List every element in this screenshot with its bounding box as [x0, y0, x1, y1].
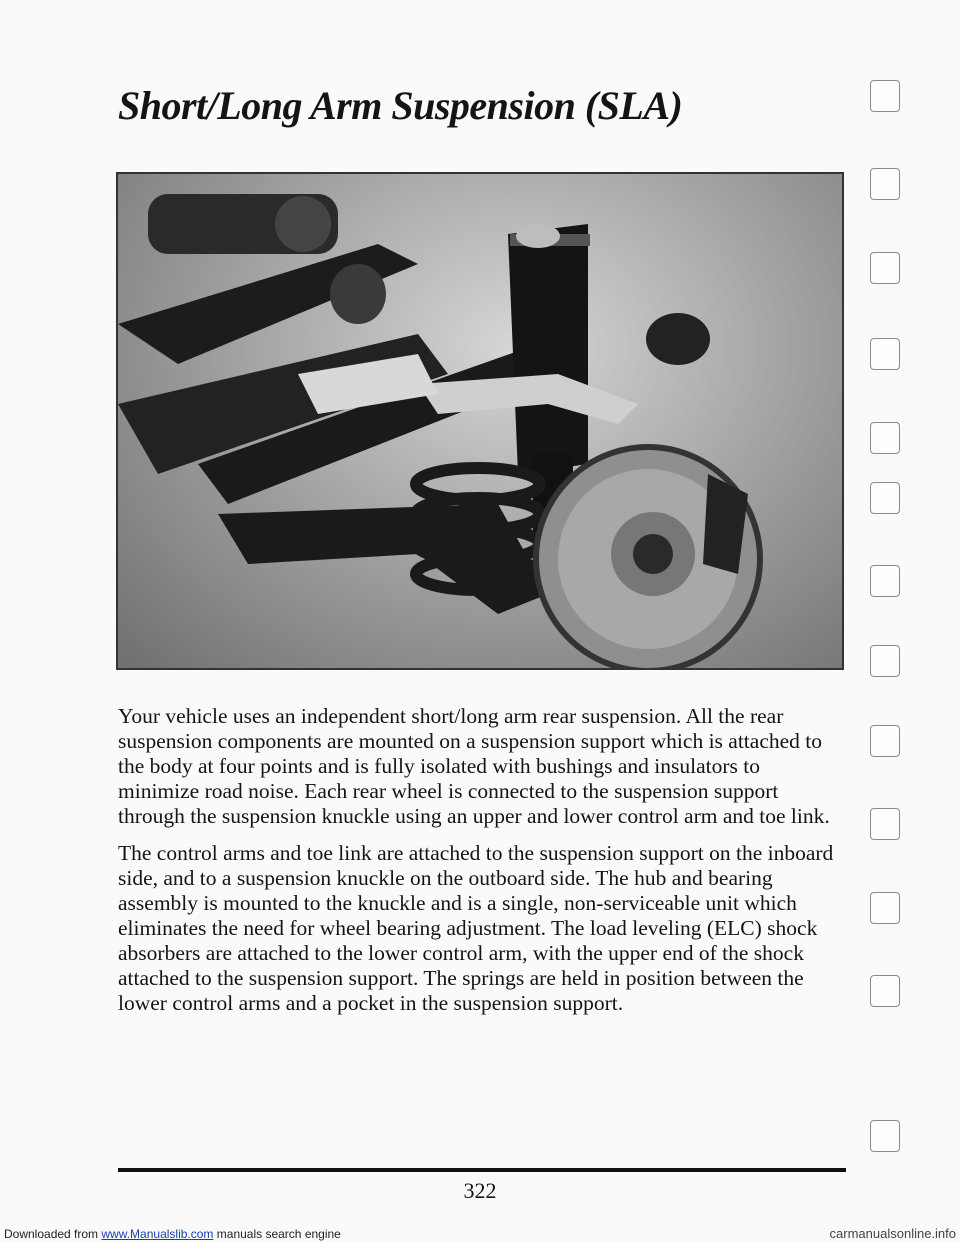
watermark: carmanualsonline.info [829, 1226, 956, 1241]
manualslib-link[interactable]: www.Manualslib.com [101, 1227, 214, 1241]
section-tab[interactable] [870, 338, 900, 370]
section-tab[interactable] [870, 808, 900, 840]
section-tab[interactable] [870, 565, 900, 597]
section-tab[interactable] [870, 892, 900, 924]
suspension-photo [116, 172, 844, 670]
suspension-assembly-photo-icon [118, 174, 842, 668]
page-heading: Short/Long Arm Suspension (SLA) [118, 83, 683, 128]
section-tab[interactable] [870, 422, 900, 454]
download-suffix: manuals search engine [213, 1227, 341, 1241]
footer-rule [118, 1168, 846, 1172]
download-notice [4, 1227, 341, 1241]
download-prefix: Downloaded from [4, 1227, 102, 1241]
page-number: 322 [463, 1178, 497, 1203]
section-tab[interactable] [870, 1120, 900, 1152]
section-tab[interactable] [870, 252, 900, 284]
section-tab[interactable] [870, 645, 900, 677]
section-tab[interactable] [870, 482, 900, 514]
section-tab[interactable] [870, 168, 900, 200]
download-footer [0, 1226, 960, 1242]
paragraph: The control arms and toe link are attached to the suspension support on the inboard side, and to a suspension knuckle on the outboard side. The hub and bearing assembly is mounted to the knuckle and is a single, non-serviceable unit which eliminates the need for wheel bearing adjustment. The load leveling (ELC) shock absorbers are attached to the lower control arm, with the upper end of the shock attached to the suspension support. The springs are held in position between the lower control arms and a pocket in the suspension support. [118, 841, 834, 1015]
paragraph: Your vehicle uses an independent short/long arm rear suspension. All the rear suspension components are mounted on a suspension support which is attached to the body at four points and is fully isolated with bushings and insulators to minimize road noise. Each rear wheel is connected to the suspension support through the suspension knuckle using an upper and lower control arm and toe link. [118, 704, 830, 828]
section-tab[interactable] [870, 80, 900, 112]
section-tab[interactable] [870, 725, 900, 757]
section-tab[interactable] [870, 975, 900, 1007]
body-text [118, 704, 838, 1028]
